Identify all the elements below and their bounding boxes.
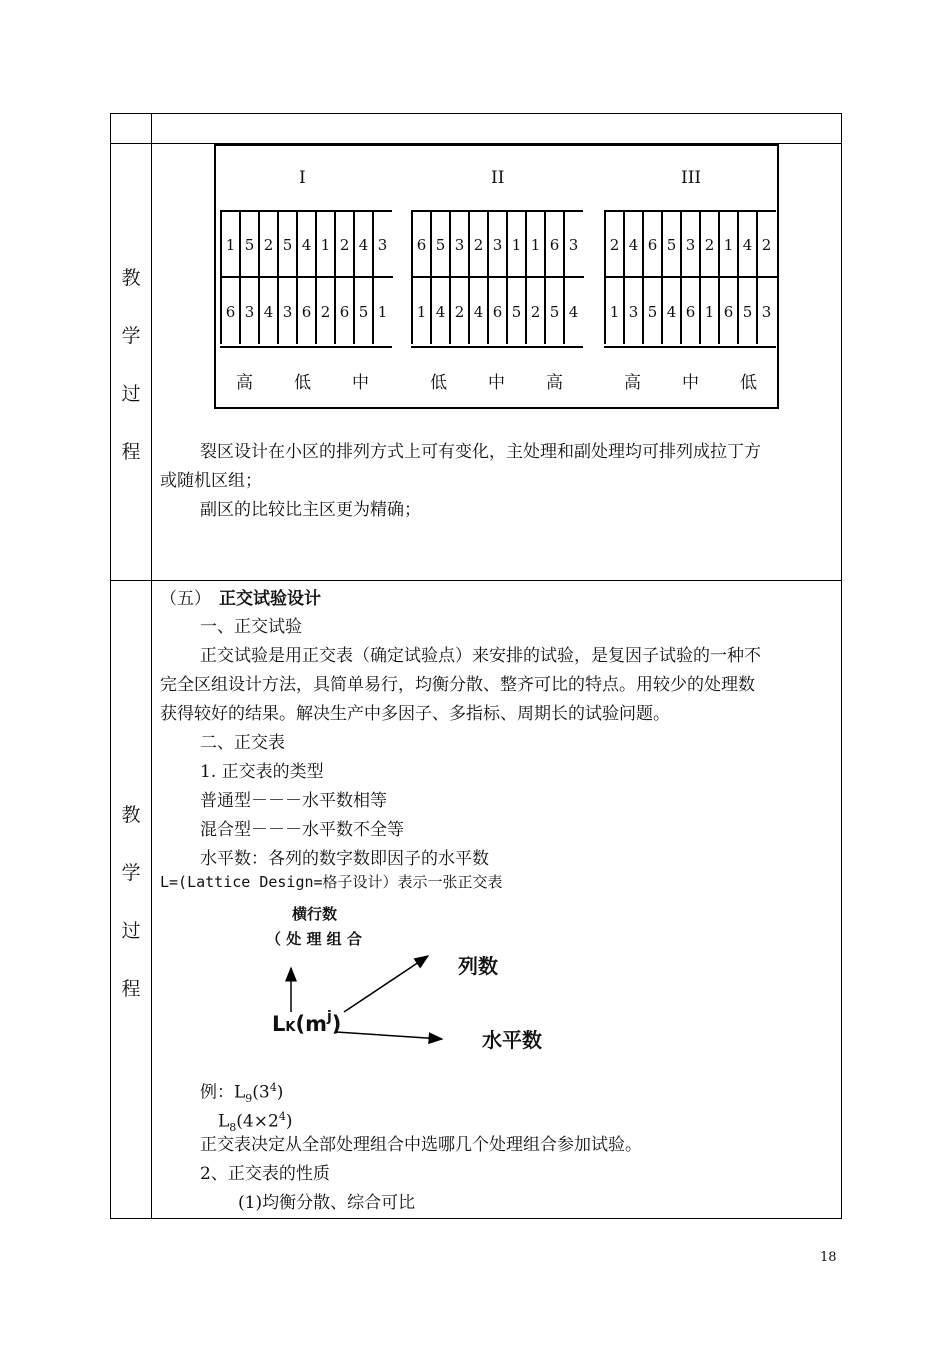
sub-plot-top-value: 6 (549, 236, 560, 254)
sub-plot-top-value: 1 (511, 236, 522, 254)
sub-plot-top-value: 5 (435, 236, 446, 254)
side-char: 过 (121, 920, 141, 942)
level-label: 中 (682, 373, 699, 393)
level-label: 高 (624, 373, 641, 393)
sub-plot-bottom-value: 6 (301, 303, 312, 321)
sub-plot-top-value: 4 (301, 236, 312, 254)
sub-plot-top-value: 2 (761, 236, 772, 254)
block-label: III (681, 168, 702, 188)
level-label: 高 (546, 373, 563, 393)
sub-plot-top-value: 2 (473, 236, 484, 254)
subheading: 一、正交试验 (200, 617, 302, 637)
arrow-right (336, 1032, 442, 1039)
side-char: 程 (121, 978, 141, 1000)
sub-plot-bottom-value: 4 (473, 303, 484, 321)
sub-plot-top-value: 3 (454, 236, 465, 254)
level-label: 中 (352, 373, 369, 393)
level-label: 中 (488, 373, 505, 393)
example-label: 例：L (200, 1082, 246, 1103)
paragraph: 正交表决定从全部处理组合中选哪几个处理组合参加试验。 (200, 1135, 642, 1155)
sub-plot-top-value: 1 (723, 236, 734, 254)
sub-plot-bottom-value: 5 (742, 303, 753, 321)
figure-levels-label: 水平数 (482, 1028, 542, 1052)
figure-combo-label: （ 处 理 组 合 (266, 930, 362, 948)
paragraph: 裂区设计在小区的排列方式上可有变化，主处理和副处理均可排列成拉丁方 (200, 442, 761, 462)
list-item: (1)均衡分散、综合可比 (238, 1193, 416, 1213)
sub-plot-top-value: 6 (647, 236, 658, 254)
sub-plot-bottom-value: 4 (435, 303, 446, 321)
paragraph: 获得较好的结果。解决生产中多因子、多指标、周期长的试验问题。 (160, 704, 670, 724)
sub-plot-bottom-value: 6 (225, 303, 236, 321)
sub-plot-top-value: 3 (568, 236, 579, 254)
formula-l: L (272, 1012, 286, 1036)
sub-plot-top-value: 5 (666, 236, 677, 254)
side-char: 过 (121, 383, 141, 405)
section-heading-title: 正交试验设计 (219, 589, 321, 609)
list-item: 混合型－－－水平数不全等 (200, 820, 404, 840)
paragraph: 正交试验是用正交表（确定试验点）来安排的试验，是复因子试验的一种不 (200, 646, 761, 666)
block-label: I (299, 168, 306, 188)
example-close: ) (276, 1082, 284, 1103)
superscript: 4 (278, 1110, 286, 1123)
sub-plot-top-value: 4 (742, 236, 753, 254)
sub-plot-bottom-value: 6 (723, 303, 734, 321)
sub-plot-bottom-value: 3 (282, 303, 293, 321)
side-char: 学 (121, 325, 141, 347)
sub-plot-top-value: 4 (628, 236, 639, 254)
page-number: 18 (820, 1250, 837, 1265)
formula-m: (m (295, 1012, 327, 1036)
figure-columns-label: 列数 (458, 954, 498, 978)
sub-plot-bottom-value: 5 (549, 303, 560, 321)
sub-plot-bottom-value: 5 (358, 303, 369, 321)
level-label: 低 (294, 373, 311, 393)
sub-plot-bottom-value: 1 (377, 303, 388, 321)
sub-plot-bottom-value: 3 (761, 303, 772, 321)
sub-plot-top-value: 3 (377, 236, 388, 254)
section-heading-number: （五） (160, 589, 211, 609)
subheading: 二、正交表 (200, 733, 285, 753)
sub-plot-bottom-value: 4 (666, 303, 677, 321)
sub-plot-top-value: 2 (609, 236, 620, 254)
sub-plot-top-value: 2 (704, 236, 715, 254)
sub-plot-top-value: 1 (320, 236, 331, 254)
subscript: 9 (245, 1092, 253, 1106)
superscript: 4 (269, 1081, 277, 1094)
sub-plot-top-value: 1 (530, 236, 541, 254)
side-char: 学 (121, 862, 141, 884)
sub-plot-bottom-value: 2 (454, 303, 465, 321)
formula-k: K (285, 1020, 296, 1035)
example-close: ) (285, 1111, 293, 1132)
paragraph: 水平数：各列的数字数即因子的水平数 (200, 849, 489, 869)
sub-plot-bottom-value: 5 (647, 303, 658, 321)
list-item: 1. 正交表的类型 (200, 762, 324, 782)
level-label: 低 (430, 373, 447, 393)
side-char: 教 (121, 267, 141, 289)
block-label: II (491, 168, 505, 188)
sub-plot-top-value: 5 (244, 236, 255, 254)
arrow-diagonal (344, 956, 428, 1012)
paragraph: 副区的比较比主区更为精确； (200, 500, 421, 520)
paragraph: 完全区组设计方法，具简单易行，均衡分散、整齐可比的特点。用较少的处理数 (160, 675, 755, 695)
paragraph: 或随机区组； (160, 471, 262, 491)
subscript: 8 (229, 1121, 237, 1135)
level-label: 高 (236, 373, 253, 393)
formula-j: j (326, 1009, 332, 1025)
sub-plot-bottom-value: 4 (263, 303, 274, 321)
side-char: 程 (121, 441, 141, 463)
sub-plot-bottom-value: 2 (530, 303, 541, 321)
sub-plot-bottom-value: 1 (609, 303, 620, 321)
sub-plot-bottom-value: 1 (416, 303, 427, 321)
list-item: 普通型－－－水平数相等 (200, 791, 387, 811)
list-item: 2、正交表的性质 (200, 1164, 330, 1184)
sub-plot-top-value: 5 (282, 236, 293, 254)
sub-plot-top-value: 2 (339, 236, 350, 254)
sub-plot-top-value: 6 (416, 236, 427, 254)
example-l: L (218, 1111, 230, 1132)
sub-plot-top-value: 2 (263, 236, 274, 254)
sub-plot-bottom-value: 2 (320, 303, 331, 321)
sub-plot-bottom-value: 4 (568, 303, 579, 321)
sub-plot-bottom-value: 3 (244, 303, 255, 321)
level-label: 低 (740, 373, 757, 393)
side-char: 教 (121, 804, 141, 826)
paragraph: L=(Lattice Design=格子设计）表示一张正交表 (160, 873, 503, 891)
example-base: (4×2 (236, 1111, 279, 1132)
sub-plot-bottom-value: 3 (628, 303, 639, 321)
example-base: (3 (252, 1082, 270, 1103)
sub-plot-bottom-value: 5 (511, 303, 522, 321)
sub-plot-top-value: 3 (685, 236, 696, 254)
formula-close: ) (331, 1012, 342, 1036)
sub-plot-bottom-value: 1 (704, 303, 715, 321)
sub-plot-bottom-value: 6 (685, 303, 696, 321)
sub-plot-top-value: 3 (492, 236, 503, 254)
sub-plot-top-value: 1 (225, 236, 236, 254)
sub-plot-bottom-value: 6 (492, 303, 503, 321)
sub-plot-bottom-value: 6 (339, 303, 350, 321)
sub-plot-top-value: 4 (358, 236, 369, 254)
figure-rows-label: 横行数 (292, 905, 338, 923)
